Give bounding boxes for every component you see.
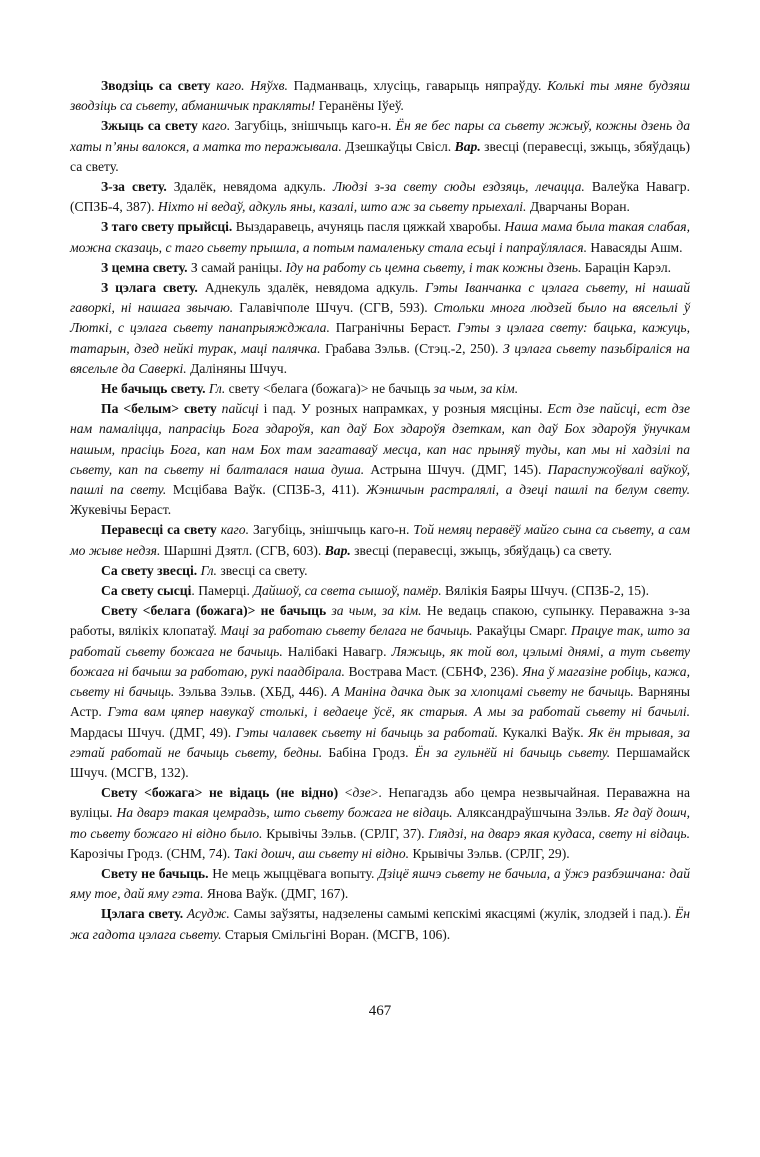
entry-text: Барацін Карэл.	[581, 259, 672, 275]
entry-text: Валеўка Навагр. (СПЗБ-4, 387).	[70, 179, 690, 215]
entry-text: і пад. У розных напрамках, у розныя мясціны.	[258, 401, 548, 417]
entry-text: <	[338, 785, 353, 801]
entry-italic-text: Яна ў магазіне робіць, кажа, сьвету ні бачыць.	[70, 663, 690, 700]
entry-text: Здалёк, невядома адкуль.	[166, 179, 333, 195]
entry-text: Падманваць, хлусіць, гаварыць няпраўду.	[287, 78, 548, 93]
entry-headword: Свету <божага> не відаць (не відно)	[101, 785, 339, 801]
entry-italic-text: Гл.	[208, 381, 226, 397]
entry-italic-text: Як ён трывая, за гэтай работай не бачыць сьвету, бедны.	[70, 724, 691, 760]
page-number: 467	[368, 1003, 392, 1019]
entry-text: звесці (перавесці, зжыць, збяўдаць) са свету.	[350, 542, 612, 558]
dictionary-entry	[70, 116, 690, 177]
entry-headword: З цэлага свету.	[101, 280, 198, 296]
entry-text: Аднекуль здалёк, невядома адкуль.	[197, 280, 426, 296]
entry-italic-text: Дайшоў, са света сышоў, памёр.	[253, 583, 442, 599]
entry-italic-text: Гэты Іванчанка с цэлага сьвету, ні нашай гаворкі, ні нашага звычаю.	[70, 280, 690, 316]
entry-headword: Свету <белага (божага)> не бачыць	[101, 603, 332, 619]
dictionary-entry	[70, 399, 690, 520]
entry-italic-text: Дзіцё яшчэ сьвету не бачыла, а ўжэ разбэшчана: дай яму тое, дай яму гэта.	[70, 865, 690, 902]
entry-headword: Цэлага свету.	[101, 906, 184, 922]
entry-italic-text: Ніхто ні ведаў, адкуль яны, казалі, што аж за сьвету прыехалі.	[157, 199, 527, 215]
entry-italic-text: Параспужоўвалі ваўкоў, пашлі па свету.	[70, 461, 690, 498]
entry-italic-text: Людзі з-за свету сюды ездзяць, лечацца.	[332, 179, 585, 195]
entry-italic-text: Ён за гульнёй ні бачыць сьвету.	[414, 744, 611, 760]
entry-italic-text: Наша мама была такая слабая, можна сказаць, с таго сьвету прышла, а потым памаленьку стала есьці і папраўлялася.	[70, 219, 690, 255]
entry-text: Крывічы Зэльв. (СРЛГ, 29).	[409, 845, 570, 861]
entry-italic-text: Колькі ты мяне будзяш зводзіць са сьвету, абманшчык пракляты!	[70, 78, 690, 114]
entry-text: Старыя Смільгіні Воран. (МСГВ, 106).	[221, 926, 451, 942]
entry-text: Пагранічны Бераст.	[329, 320, 458, 336]
entry-italic-text: З цэлага сьвету пазьбіраліся на вясельле да Саверкі.	[70, 340, 690, 376]
entry-italic-text: Ест дзе пайсці, ест дзе нам памаліцца, папрасіць Бога здароўя, кап даў Бох здароўя дзеткам, кап даў Бох здароўя ўнучкам нашым, прасіць Бога, кап нам Бох там загатаваў месца, кап нас прыняў туды, кап мы ні хадзілі па сьвету, кап па сьвету ні балталася наша душа.	[70, 401, 690, 477]
dictionary-entry	[70, 217, 690, 257]
entry-text: Навасяды Ашм.	[587, 239, 683, 255]
entry-text: Самы заўзяты, надзелены самымі кепскімі якасцямі (жулік, злодзей і пад.).	[229, 906, 675, 922]
entry-italic-text: Стольки многа людзей было на вясельлі ў Люткі, с цэлага сьвету панапрыяжджала.	[70, 300, 691, 336]
entry-headword: Свету не бачыць.	[101, 865, 209, 881]
entry-italic-text: Жэншчын растралялі, а дзеці пашлі па белум свету.	[366, 482, 690, 498]
entry-headword: Перавесці са свету	[101, 522, 221, 538]
entry-text: Зэльва Зэльв. (ХБД, 446).	[174, 684, 332, 700]
entry-italic-text: Ён яе бес пары са сьвету жжыў, кожны дзень да хаты п’яны валокся, а матка то перажывала.	[70, 118, 691, 154]
entry-text: Шаршні Дзятл. (СГВ, 603).	[160, 542, 325, 558]
entry-italic-text: Маці за работаю сьвету белага не бачыць.	[220, 623, 473, 639]
dictionary-entry	[70, 601, 690, 783]
entry-variant-label: Вар.	[324, 542, 351, 558]
entry-italic-text: Працуе так, што за работай сьвету божага не бачыць.	[70, 623, 690, 659]
entry-italic-text: Асудж.	[186, 906, 230, 922]
entry-text: З самай раніцы.	[187, 259, 286, 275]
entry-text: Бабіна Гродз.	[322, 744, 415, 760]
entry-text: Мсцібава Ваўк. (СПЗБ-3, 411).	[166, 482, 367, 498]
entry-headword: Па <белым> свету	[101, 401, 222, 417]
entry-italic-text: Глядзі, на дварэ якая кудаса, свету ні відаць.	[428, 825, 690, 841]
dictionary-entry	[70, 278, 690, 379]
entry-headword: Зжыць са свету	[101, 118, 202, 134]
entry-headword: З-за свету.	[101, 179, 167, 195]
entry-text: Кукалкі Ваўк.	[498, 724, 589, 740]
entry-variant-label: Вар.	[454, 138, 481, 154]
dictionary-entry	[70, 258, 690, 278]
entry-headword: Са свету сысці	[101, 583, 192, 599]
entry-italic-text: Такі дошч, аш сьвету ні відно.	[233, 845, 410, 861]
dictionary-entry	[70, 177, 690, 217]
entry-italic-text: Ляжыць, як той вол, цэлымі днямі, а тут сьвету божага ні бачыш за работаю, рукі паадбірала.	[70, 643, 690, 679]
entry-text: Дзешкаўцы Свісл.	[341, 138, 455, 154]
entry-headword: Са свету звесці.	[101, 562, 198, 578]
entry-text: Карозічы Гродз. (СНМ, 74).	[70, 845, 234, 861]
entry-text: Аляксандраўшчына Зэльв.	[452, 805, 615, 821]
dictionary-entry	[70, 520, 690, 560]
entry-text: Галавічполе Шчуч. (СГВ, 593).	[233, 300, 434, 316]
entry-text: Крывічы Зэльв. (СРЛГ, 37).	[262, 825, 429, 841]
entry-text: Варняны Астр.	[70, 684, 690, 720]
entry-text: Не ведаць спакою, супынку. Пераважна з-за работы, вялікіх клопатаў.	[70, 603, 691, 639]
entry-italic-text: Ён жа гадота цэлага сьвету.	[70, 906, 691, 942]
entry-text: Астрына Шчуч. (ДМГ, 145).	[364, 461, 548, 477]
entry-italic-text: Гэта вам цяпер навукаў столькі, і ведаеце ўсё, як старыя. А мы за работай сьвету ні бачылі.	[107, 704, 690, 720]
entry-italic-text: пайсці	[221, 401, 259, 417]
entry-italic-text: за чым, за кім.	[331, 603, 422, 619]
entry-italic-text: Гэты чалавек сьвету ні бачыць за работай.	[235, 724, 499, 740]
dictionary-entry	[70, 76, 690, 116]
entry-text: Жукевічы Бераст.	[70, 502, 172, 518]
dictionary-entry	[70, 904, 690, 944]
entry-text: Вялікія Баяры Шчуч. (СПЗБ-2, 15).	[441, 583, 649, 599]
entry-text: Загубіць, знішчыць каго-н.	[249, 522, 414, 538]
entry-text: Мардасы Шчуч. (ДМГ, 49).	[70, 724, 236, 740]
entry-italic-text: Гл.	[200, 562, 217, 578]
entry-italic-text: Іду на работу сь цемна сьвету, і так кожны дзень.	[285, 259, 582, 275]
entry-italic-text: каго.	[201, 118, 231, 134]
entry-italic-text: за чым, за кім.	[433, 381, 519, 397]
entry-text: Выздаравець, ачуняць пасля цяжкай хваробы.	[232, 219, 505, 235]
entry-text: Дварчаны Воран.	[526, 199, 630, 215]
entry-text: Першамайск Шчуч. (МСГВ, 132).	[70, 744, 690, 780]
entry-headword: З таго свету прыйсці.	[101, 219, 233, 235]
entry-italic-text: Яг даў дошч, то сьвету божаго ні відно было.	[70, 805, 691, 841]
entry-text: Не мець жыццёвага вопыту.	[208, 865, 379, 881]
entry-text: Ракаўцы Смарг.	[472, 623, 572, 639]
entry-text: >. Непагадзь або цемра незвычайная. Пераважна на вуліцы.	[70, 785, 690, 821]
entry-italic-text: Гэты з цэлага свету: бацька, кажуць, татарын, дзед нейкі турак, маці палячка.	[70, 320, 690, 356]
entry-italic-text: каго.	[220, 522, 250, 538]
entry-text: Грабава Зэльв. (Стэц.-2, 250).	[320, 340, 503, 356]
entries-column	[70, 76, 690, 945]
entry-headword: Не бачыць свету.	[101, 381, 206, 397]
dictionary-entry	[70, 783, 690, 864]
entry-italic-text: Той немяц перавёў майго сына са сьвету, а сам мо жыве недзя.	[70, 522, 690, 558]
entry-text: звесці (перавесці, зжыць, збяўдаць) са свету.	[70, 138, 690, 174]
entry-headword: З цемна свету.	[101, 259, 188, 275]
entry-text: Налібакі Навагр.	[282, 643, 392, 659]
entry-headword: Зводзіць са свету	[101, 78, 217, 93]
entry-italic-text: А Маніна дачка дык за хлопцамі сьвету не бачыць.	[331, 684, 634, 700]
entry-text: . Памерці.	[191, 583, 254, 599]
entry-text: свету <белага (божага)> не бачыць	[225, 381, 434, 397]
entry-italic-text: На дварэ такая цемрадзь, што сьвету божага не відаць.	[116, 805, 453, 821]
dictionary-entry	[70, 864, 690, 904]
dictionary-entry	[70, 581, 690, 601]
entry-text: Янова Ваўк. (ДМГ, 167).	[203, 886, 349, 902]
entry-text: Загубіць, знішчыць каго-н.	[230, 118, 396, 134]
entry-text: Даліняны Шчуч.	[186, 360, 288, 376]
entry-italic-text: дзе	[352, 785, 371, 801]
dictionary-entry	[70, 379, 690, 399]
entry-italic-text: каго. Няўхв.	[216, 78, 288, 93]
entry-text: звесці са свету.	[216, 562, 308, 578]
entry-text: Вострава Маст. (СБНФ, 236).	[344, 663, 523, 679]
entry-text: Геранёны Іўеў.	[315, 98, 404, 114]
dictionary-entry	[70, 561, 690, 581]
